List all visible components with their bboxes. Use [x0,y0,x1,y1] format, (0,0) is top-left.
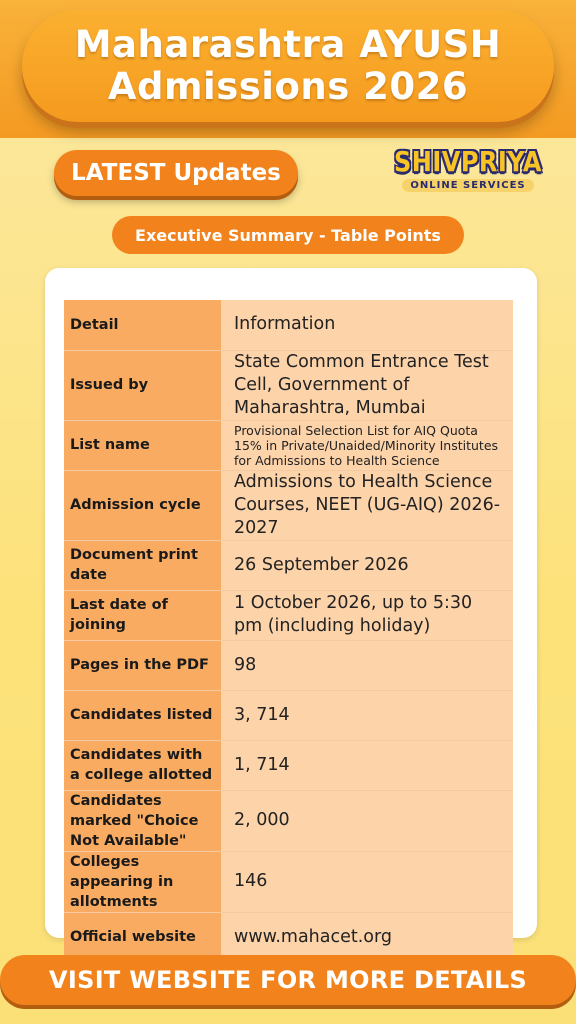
table-row [64,640,513,690]
row-key: Official website [64,912,221,962]
row-value: 98 [221,640,513,690]
row-value: 26 September 2026 [221,540,513,590]
row-key: Issued by [64,350,221,420]
row-value: 1, 714 [221,740,513,790]
page-title-line-2: Admissions 2026 [107,65,469,108]
row-key: Admission cycle [64,470,221,540]
summary-table [64,300,513,963]
table-row [64,851,513,912]
row-key: Candidates marked "Choice Not Available" [64,790,221,851]
page-title-line-1: Maharashtra AYUSH [74,23,502,66]
row-key: List name [64,420,221,470]
table-row [64,590,513,640]
row-value: Admissions to Health Science Courses, NEET (UG-AIQ) 2026-2027 [221,470,513,540]
row-key: Document print date [64,540,221,590]
row-value: 3, 714 [221,690,513,740]
row-value: Information [221,300,513,350]
table-row [64,350,513,420]
table-row [64,790,513,851]
latest-updates-badge: LATEST Updates [54,150,298,196]
row-value: 2, 000 [221,790,513,851]
visit-website-banner[interactable]: VISIT WEBSITE FOR MORE DETAILS [0,955,576,1005]
section-label: Executive Summary - Table Points [112,216,464,254]
row-key: Pages in the PDF [64,640,221,690]
row-key: Candidates with a college allotted [64,740,221,790]
row-value: State Common Entrance Test Cell, Government of Maharashtra, Mumbai [221,350,513,420]
row-key: Candidates listed [64,690,221,740]
shivpriya-logo [384,146,552,198]
page-title [22,10,554,122]
table-row [64,540,513,590]
table-row [64,470,513,540]
row-key: Colleges appearing in allotments [64,851,221,912]
row-key: Detail [64,300,221,350]
logo-tagline: ONLINE SERVICES [402,179,533,192]
table-row [64,300,513,350]
row-value: Provisional Selection List for AIQ Quota 15% in Private/Unaided/Minority Institutes for Admissions to Health Science [221,420,513,470]
row-key: Last date of joining [64,590,221,640]
row-value: 146 [221,851,513,912]
row-value: www.mahacet.org [221,912,513,962]
table-row [64,690,513,740]
table-row [64,740,513,790]
row-value: 1 October 2026, up to 5:30 pm (including holiday) [221,590,513,640]
logo-wordmark: SHIVPRIYA [394,145,542,178]
table-row [64,420,513,470]
